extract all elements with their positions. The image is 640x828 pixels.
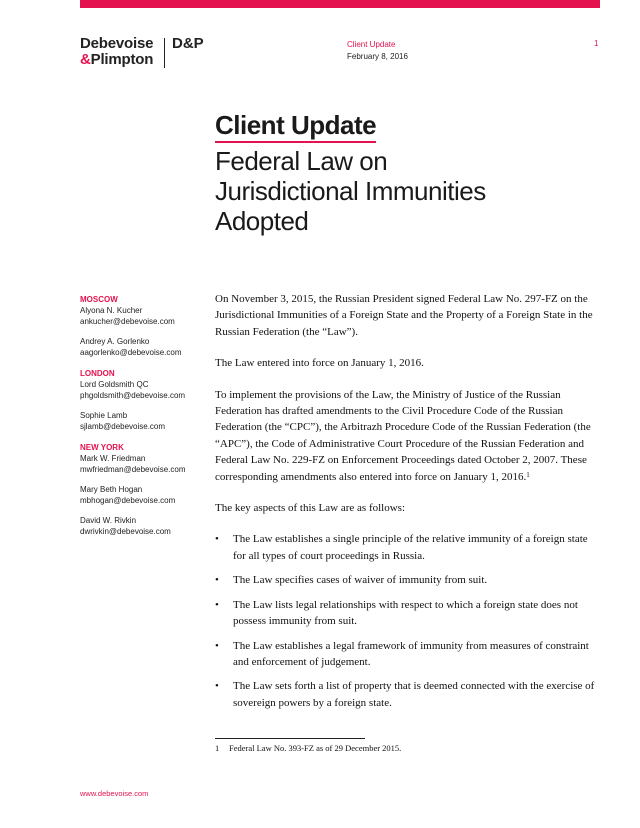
footnote-text: Federal Law No. 393-FZ as of 29 December 2015. [229, 743, 402, 753]
contact-person [80, 305, 210, 327]
paragraph: The key aspects of this Law are as follows: [215, 502, 405, 515]
contact-person [80, 379, 210, 401]
logo-line-1: Debevoise [80, 35, 154, 52]
contact-person [80, 453, 210, 475]
footnote-ref[interactable]: 1 [526, 470, 530, 479]
paragraph [215, 387, 595, 485]
subtitle-line: Federal Law on [215, 146, 388, 176]
logo-dp: D&P [172, 35, 204, 52]
doc-type: Client Update [347, 40, 396, 49]
list-item [215, 638, 595, 671]
paragraph-text: To implement the provisions of the Law, the Ministry of Justice of the Russian Federation has drafted amendments to the Civil Procedure Code of the Russian Federation (the “CPC”), the Arbitrazh Procedure Code of the Russian Federation (the “APC”), the Code of Administrative Court Procedure of the Russian Federation and Federal Law No. 229-FZ on Enforcement Proceedings dated October 2, 2007. These corresponding amendments also entered into force on January 1, 2016. [215, 388, 591, 483]
city-heading: LONDON [80, 369, 115, 378]
doc-date: February 8, 2016 [347, 52, 408, 61]
footer-website-link[interactable]: www.debevoise.com [80, 789, 149, 798]
title-block [215, 110, 595, 236]
contact-email[interactable]: aagorlenko@debevoise.com [80, 348, 182, 357]
footnote [215, 743, 401, 753]
logo-line-2-text: Plimpton [90, 51, 154, 68]
contact-name: Alyona N. Kucher [80, 306, 143, 315]
list-item-text: The Law specifies cases of waiver of immunity from suit. [233, 574, 488, 587]
contact-email[interactable]: mbhogan@debevoise.com [80, 496, 176, 505]
contact-name: Mark W. Friedman [80, 454, 146, 463]
contact-email[interactable]: sjlamb@debevoise.com [80, 422, 166, 431]
logo-ampersand: & [80, 51, 91, 68]
contact-name: Andrey A. Gorlenko [80, 337, 150, 346]
contact-person [80, 484, 210, 506]
page-number: 1 [594, 39, 599, 48]
page-title: Client Update [215, 110, 376, 143]
list-item [215, 678, 595, 711]
list-item-text: The Law lists legal relationships with respect to which a foreign state does not possess immunity from suit. [233, 598, 578, 628]
firm-logo [80, 35, 204, 68]
bullet-icon: • [215, 680, 219, 693]
paragraph: The Law entered into force on January 1, 2016. [215, 357, 424, 370]
list-item-text: The Law establishes a single principle of the relative immunity of a foreign state for all types of court proceedings in Russia. [233, 533, 588, 562]
footnote-divider [215, 738, 365, 739]
list-item [215, 531, 595, 564]
contact-name: Sophie Lamb [80, 411, 128, 420]
contacts-sidebar [80, 294, 210, 546]
contact-person [80, 515, 210, 537]
city-heading: NEW YORK [80, 443, 124, 452]
subtitle-line: Jurisdictional Immunities [215, 176, 486, 206]
header-meta [347, 39, 408, 63]
list-item [215, 572, 595, 588]
footnote-number: 1 [215, 743, 220, 753]
top-accent-bar [80, 0, 600, 8]
contact-email[interactable]: phgoldsmith@debevoise.com [80, 391, 186, 400]
contact-name: Lord Goldsmith QC [80, 380, 149, 389]
logo-divider [164, 38, 165, 68]
logo-line-2 [80, 52, 153, 68]
contact-email[interactable]: ankucher@debevoise.com [80, 317, 175, 326]
list-item-text: The Law sets forth a list of property that is deemed connected with the exercise of sovereign powers by a foreign state. [233, 680, 595, 709]
contact-name: Mary Beth Hogan [80, 485, 143, 494]
paragraph: On November 3, 2015, the Russian President signed Federal Law No. 297-FZ on the Jurisdictional Immunities of a Foreign State and the Property of a Foreign State in the Russian Federation (the “Law”). [215, 293, 593, 338]
bullet-icon: • [215, 639, 219, 652]
contact-name: David W. Rivkin [80, 516, 137, 525]
bullet-icon: • [215, 533, 219, 546]
body-text [215, 291, 595, 719]
list-item [215, 597, 595, 630]
bullet-icon: • [215, 598, 219, 611]
contact-email[interactable]: dwrivkin@debevoise.com [80, 527, 171, 536]
subtitle [215, 146, 595, 236]
list-item-text: The Law establishes a legal framework of immunity from measures of constraint and enforcement of judgement. [233, 639, 589, 668]
bullet-icon: • [215, 574, 219, 587]
contact-person [80, 336, 210, 358]
key-aspects-list [215, 531, 595, 711]
contact-email[interactable]: mwfriedman@debevoise.com [80, 465, 186, 474]
subtitle-line: Adopted [215, 206, 309, 236]
contact-person [80, 410, 210, 432]
city-heading: MOSCOW [80, 295, 118, 304]
